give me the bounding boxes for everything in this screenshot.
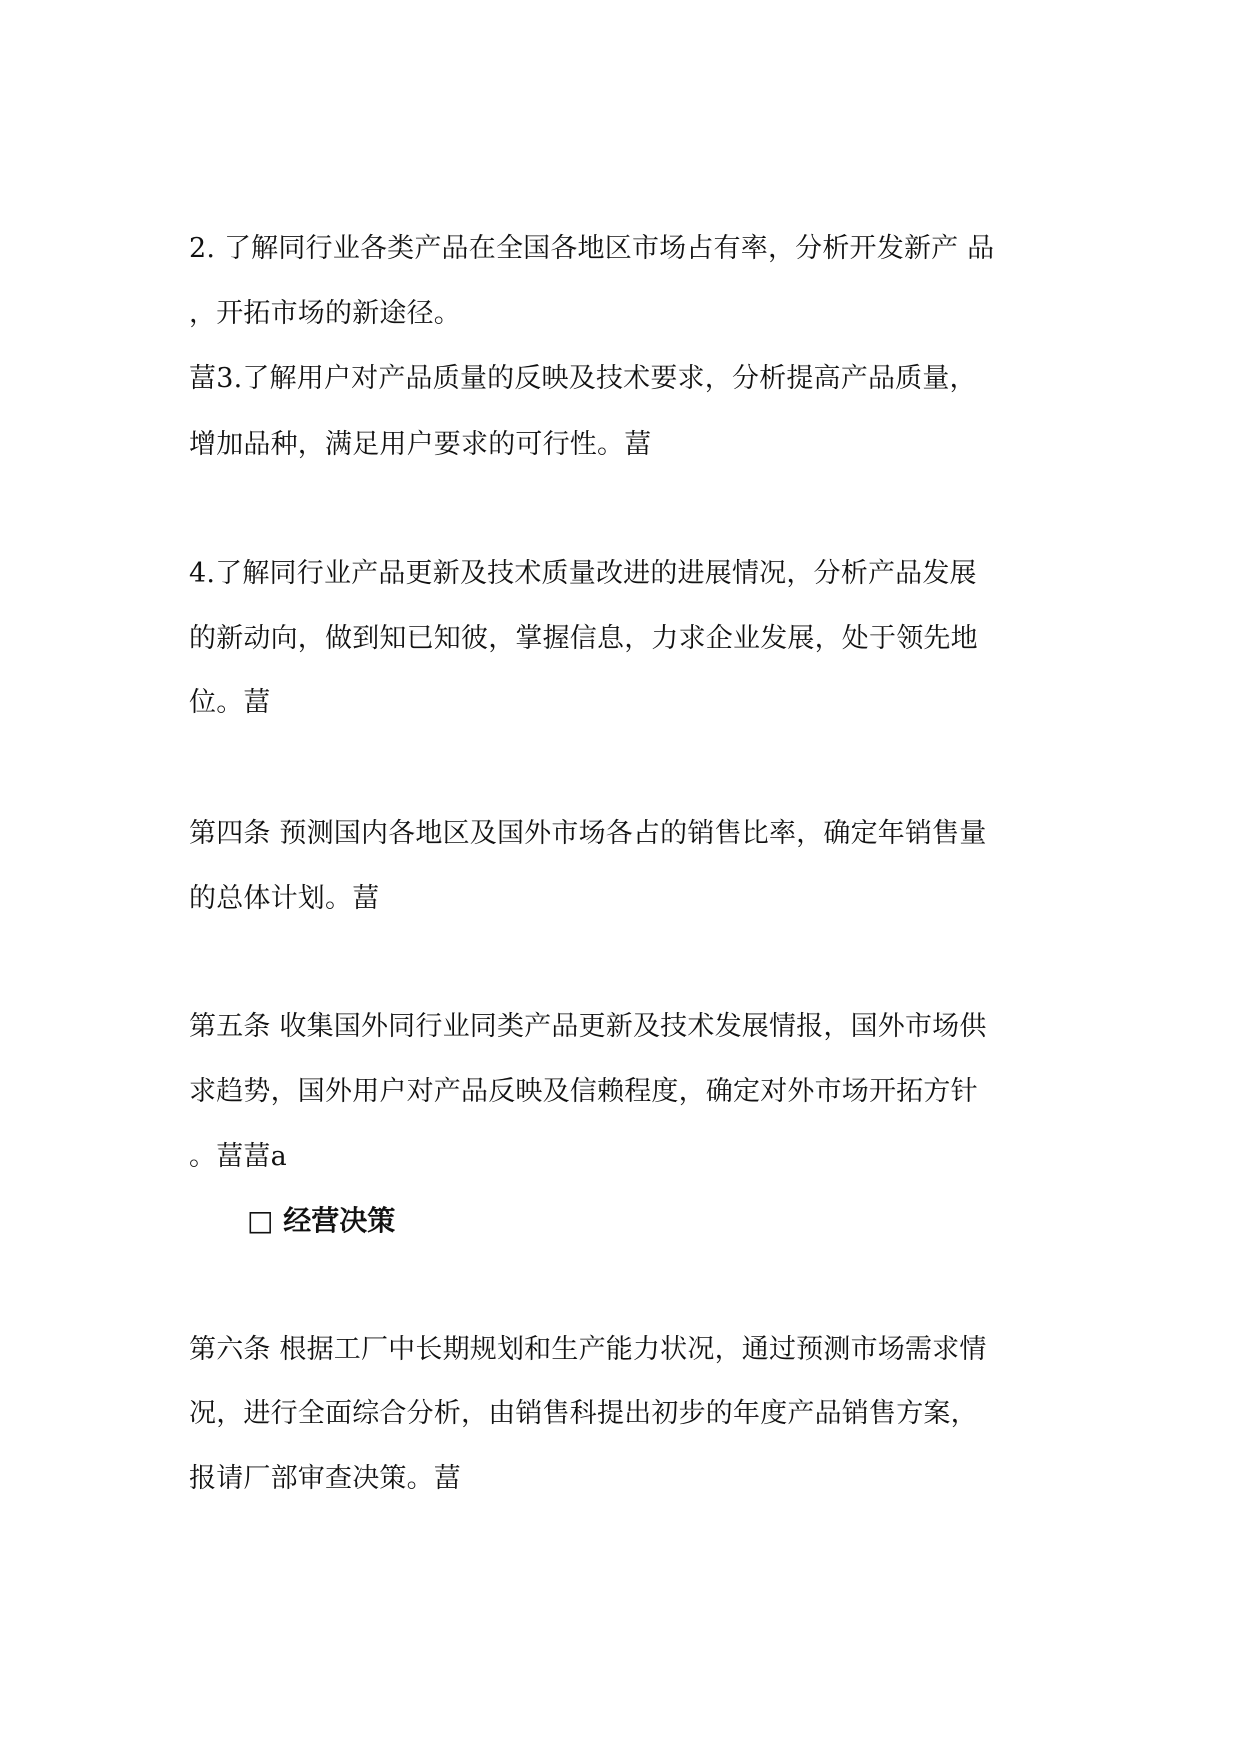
paragraph-line: 4.了解同行业产品更新及技术质量改进的进展情况，分析产品发展 — [189, 558, 977, 589]
paragraph-line: 第六条 根据工厂中长期规划和生产能力状况，通过预测市场需求情 — [189, 1334, 987, 1365]
paragraph-line: 2. 了解同行业各类产品在全国各地区市场占有率，分析开发新产 品 — [189, 233, 995, 264]
paragraph-line: 报请厂部审查决策。葍 — [189, 1463, 461, 1494]
paragraph-line: 况，进行全面综合分析，由销售科提出初步的年度产品销售方案， — [189, 1398, 978, 1429]
paragraph-line: 。葍葍a — [189, 1141, 287, 1172]
section-heading: □ 经营决策 — [247, 1204, 396, 1237]
paragraph-line: 葍3.了解用户对产品质量的反映及技术要求，分析提高产品质量， — [189, 363, 977, 394]
paragraph-line: 增加品种，满足用户要求的可行性。葍 — [189, 429, 652, 460]
paragraph-line: 位。葍 — [189, 687, 271, 718]
paragraph-line: 的新动向，做到知已知彼，掌握信息，力求企业发展，处于领先地 — [189, 623, 978, 654]
paragraph-line: 求趋势，国外用户对产品反映及信赖程度，确定对外市场开拓方针 — [189, 1076, 978, 1107]
paragraph-line: ，开拓市场的新途径。 — [189, 298, 461, 329]
paragraph-line: 的总体计划。葍 — [189, 883, 380, 914]
paragraph-line: 第四条 预测国内各地区及国外市场各占的销售比率，确定年销售量 — [189, 818, 987, 849]
paragraph-line: 第五条 收集国外同行业同类产品更新及技术发展情报，国外市场供 — [189, 1011, 987, 1042]
